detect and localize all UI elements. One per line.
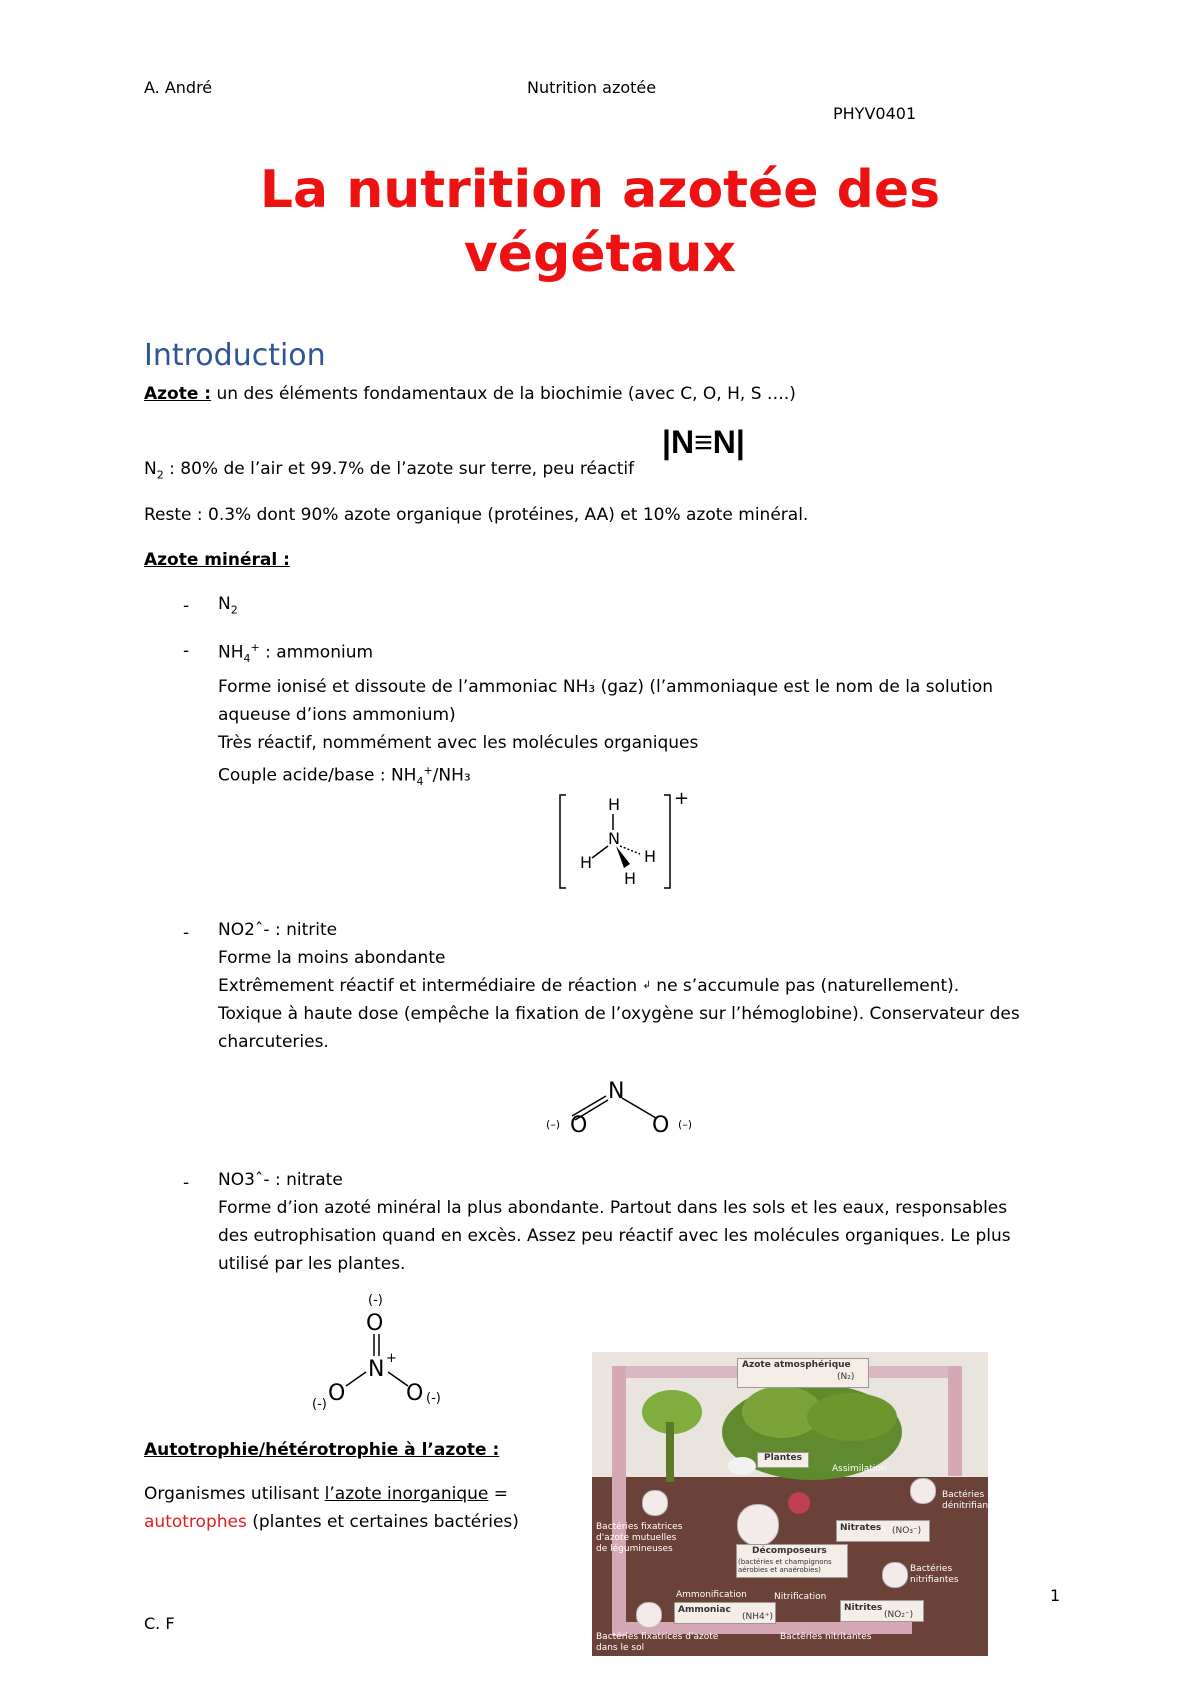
no3-line-3: utilisé par les plantes. (218, 1254, 406, 1274)
label-plantes: Plantes (764, 1453, 802, 1463)
nh4-name: : ammonium (265, 642, 374, 663)
no2-line-3: Toxique à haute dose (empêche la fixation de l’oxygène sur l’hémoglobine). Conservateur des (218, 1004, 1020, 1024)
label-nitrites: Nitrites (844, 1603, 883, 1613)
atom-n: N (608, 1079, 625, 1104)
atom-h: H (644, 847, 657, 866)
nitrite-structure (538, 1078, 708, 1138)
item-nh4: $NH_4^+$ : ammonium Forme ionisé et dissoute de l’ammoniac NH₃ (gaz) (l’ammoniaque est le nom de la solution aqueuse d’ions ammonium) Très réactif, nommément avec les molécules organiques Couple acide/base : $NH_4^+$/NH₃ (218, 634, 993, 796)
n2-text: : 80% de l’air et 99.7% de l’azote sur terre, peu réactif (169, 459, 635, 479)
label-assimilation: Assimilation (832, 1464, 887, 1474)
atom-o: O (652, 1113, 670, 1138)
header-author: A. André (144, 78, 213, 97)
autotrophie-line-1: Organismes utilisant l’azote inorganique = (144, 1484, 509, 1504)
azote-text: un des éléments fondamentaux de la biochimie (avec C, O, H, S ….) (211, 384, 796, 404)
label-nitrates: Nitrates (840, 1523, 882, 1533)
no2-line-1: Forme la moins abondante (218, 948, 446, 968)
no2-label: NO2ˆ- : nitrite (218, 920, 338, 940)
nh4-line-4: Couple acide/base : $NH_4^+$/NH₃ (218, 764, 471, 789)
label-bact-fix: Bactéries fixatrices d'azote mutuelles de légumineuses (596, 1522, 683, 1554)
charge-minus: (-) (368, 1293, 383, 1308)
label-nitrites-formula: (NO₂⁻) (884, 1610, 914, 1620)
atom-o: O (570, 1113, 588, 1138)
autotrophie-heading: Autotrophie/hétérotrophie à l’azote : (144, 1440, 500, 1460)
bullet-dash: - (183, 1173, 190, 1193)
no2-line-2: Extrêmement réactif et intermédiaire de réaction ↲ ne s’accumule pas (naturellement). (218, 976, 960, 996)
azote-definition (144, 380, 796, 408)
atom-h: H (580, 853, 593, 872)
label-nitrification: Nitrification (774, 1592, 827, 1602)
autotrophie-line-2: autotrophes (plantes et certaines bactéries) (144, 1512, 519, 1532)
azote-inorganique-text: l’azote inorganique (324, 1484, 489, 1504)
label-ammonif: Ammonification (676, 1590, 747, 1600)
label-bact-nitritantes: Bactéries nitritantes (780, 1632, 872, 1642)
plants-illustration (632, 1372, 962, 1492)
no3-line-2: des eutrophisation quand en excès. Assez peu réactif avec les molécules organiques. Le plus (218, 1226, 1011, 1246)
no3-line-1: Forme d’ion azoté minéral la plus abondante. Partout dans les sols et les eaux, responsables (218, 1198, 1008, 1218)
label-bact-sol: Bactéries fixatrices d'azote dans le sol (596, 1632, 719, 1653)
title-line-1: La nutrition azotée des (259, 160, 941, 220)
title-line-2: végétaux (463, 224, 737, 284)
label-atm: Azote atmosphérique (742, 1360, 851, 1370)
label-nitrates-formula: (NO₃⁻) (892, 1526, 922, 1536)
atom-h: H (608, 795, 621, 814)
bullet-dash: - (183, 923, 190, 943)
reste-line: Reste : 0.3% dont 90% azote organique (protéines, AA) et 10% azote minéral. (144, 505, 809, 525)
atom-o: O (328, 1381, 346, 1406)
item-no3 (218, 1166, 1011, 1278)
atom-n: N (608, 829, 620, 848)
arrow-icon: ↲ (642, 980, 651, 991)
nitrogen-cycle-diagram (592, 1352, 1002, 1656)
nitrate-structure (308, 1290, 458, 1410)
item-n2: $N_2$ (218, 594, 238, 617)
label-decomp-sub: (bactéries et champignons aérobies et anaérobies) (738, 1558, 832, 1574)
charge-minus: (-) (426, 1391, 441, 1406)
n2-formula: |N≡N| (662, 424, 745, 460)
atom-o: O (366, 1311, 384, 1336)
charge-plus: + (674, 788, 690, 809)
bullet-dash: - (183, 596, 190, 616)
nh4-line-1: Forme ionisé et dissoute de l’ammoniac NH₃ (gaz) (l’ammoniaque est le nom de la solution (218, 677, 994, 698)
charge-plus: + (386, 1351, 397, 1366)
atom-o: O (406, 1381, 424, 1406)
page-title (0, 158, 1200, 286)
label-ammoniac: Ammoniac (678, 1605, 731, 1615)
atom-h: H (624, 869, 637, 888)
nh4-line-3: Très réactif, nommément avec les molécules organiques (218, 733, 699, 754)
azote-mineral-heading: Azote minéral : (144, 550, 290, 570)
section-heading-introduction: Introduction (144, 338, 326, 373)
label-ammoniac-formula: (NH4⁺) (742, 1612, 773, 1622)
header-topic: Nutrition azotée (527, 78, 657, 97)
charge-minus: (–) (678, 1118, 693, 1131)
charge-minus: (–) (546, 1118, 561, 1131)
nh4-line-2: aqueuse d’ions ammonium) (218, 705, 456, 726)
autotrophes-term: autotrophes (144, 1512, 247, 1532)
azote-label: Azote : (144, 384, 212, 404)
label-bact-denit: Bactéries dénitrifiantes (942, 1490, 1002, 1511)
page-number: 1 (1050, 1586, 1061, 1605)
no3-label: NO3ˆ- : nitrate (218, 1170, 343, 1190)
label-atm-formula: (N₂) (837, 1372, 855, 1382)
charge-minus: (-) (312, 1397, 327, 1412)
no2-line-4: charcuteries. (218, 1032, 329, 1052)
label-bact-nitrif: Bactéries nitrifiantes (910, 1564, 959, 1585)
n2-line: $N_2$ : 80% de l’air et 99.7% de l’azote sur terre, peu réactif (144, 459, 635, 482)
item-no2 (218, 916, 1020, 1056)
bullet-dash: - (183, 641, 190, 661)
label-decomp: Décomposeurs (752, 1546, 827, 1556)
ammonium-structure (556, 790, 696, 900)
footer-left: C. F (144, 1614, 175, 1633)
atom-n: N (368, 1357, 385, 1382)
header-course-code: PHYV0401 (833, 104, 917, 123)
